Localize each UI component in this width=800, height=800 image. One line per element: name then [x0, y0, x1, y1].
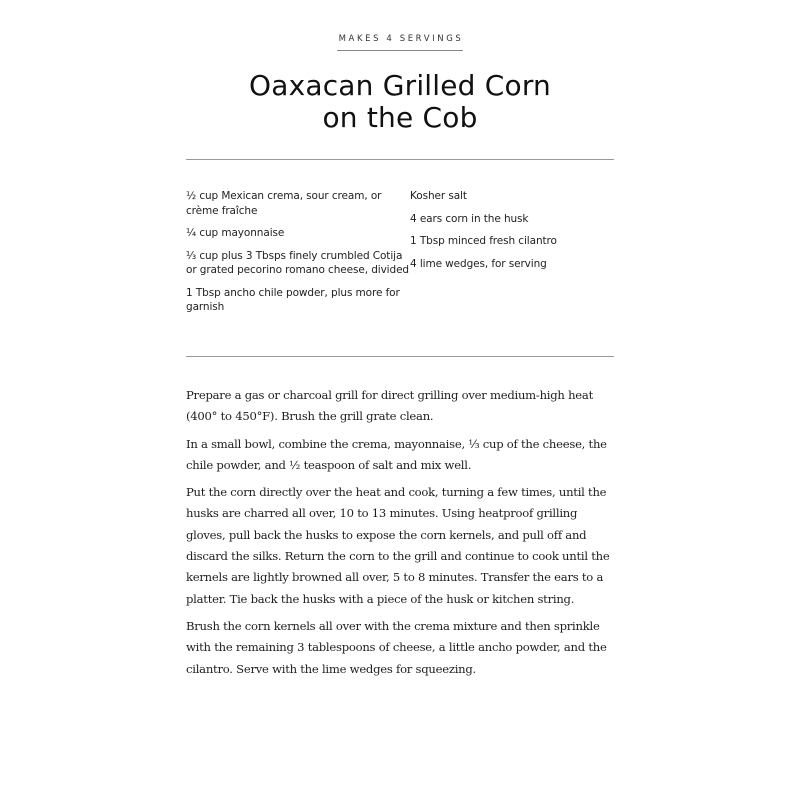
ingredient-item: 1 Tbsp ancho chile powder, plus more for garnish [186, 286, 400, 313]
ingredient-item: ½ cup Mexican crema, sour cream, or crème fraîche [186, 190, 382, 217]
ingredient-item: ¼ cup mayonnaise [186, 227, 285, 239]
method-steps [186, 385, 614, 686]
recipe-title-line-2: on the Cob [322, 101, 478, 134]
method-step: In a small bowl, combine the crema, mayonnaise, ⅓ cup of the cheese, the chile powder, and ½ teaspoon of salt and mix well. [186, 436, 607, 472]
servings-header [186, 28, 614, 51]
method-step: Put the corn directly over the heat and cook, turning a few times, until the husks are charred all over, 10 to 13 minutes. Using heatproof grilling gloves, pull back the husks to expose the corn kernels, and pull off and discard the silks. Return the corn to the grill and continue to cook until the kernels are lightly browned all over, 5 to 8 minutes. Transfer the ears to a platter. Tie back the husks with a piece of the husk or kitchen string. [186, 485, 610, 606]
method-step: Prepare a gas or charcoal grill for direct grilling over medium-high heat (400° to 450°F). Brush the grill grate clean. [186, 388, 593, 424]
ingredient-item: 4 lime wedges, for serving [410, 257, 547, 270]
ingredient-item: 4 ears corn in the husk [410, 212, 529, 225]
recipe-title [186, 70, 614, 134]
ingredient-item: ⅓ cup plus 3 Tbsps finely crumbled Cotija or grated pecorino romano cheese, divided [186, 249, 409, 276]
servings-label: MAKES 4 SERVINGS [337, 34, 464, 51]
divider-bottom [186, 356, 614, 357]
ingredient-item: 1 Tbsp minced fresh cilantro [410, 235, 557, 247]
method-step: Brush the corn kernels all over with the crema mixture and then sprinkle with the remaining 3 tablespoons of cheese, a little ancho powder, and the cilantro. Serve with the lime wedges for squeezing. [186, 618, 607, 676]
divider-top [186, 159, 614, 160]
recipe-title-line-1: Oaxacan Grilled Corn [248, 69, 552, 102]
ingredient-item: Kosher salt [410, 190, 467, 202]
ingredients-list [186, 189, 614, 323]
ingredients-column-left [186, 189, 410, 323]
ingredients-column-right [410, 189, 614, 323]
